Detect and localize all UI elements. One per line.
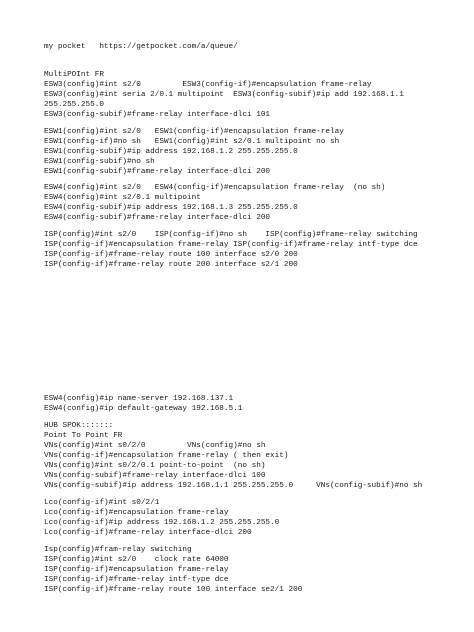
config-line: ESW4(config)#ip name-server 192.168.137.1: [44, 395, 234, 403]
config-line: Lco(config-if)#ip address 192.168.1.2 255.255.255.0: [44, 519, 280, 527]
config-line: VNs(config)#int s0/2/0 VNs(config)#no sh: [44, 442, 266, 450]
config-line: ESW4(config)#int s2/0 ESW4(config-if)#encapsulation frame-relay (no sh): [44, 184, 386, 192]
config-line: ESW1(config-subif)#frame-relay interface-dlci 200: [44, 168, 271, 176]
config-line: ISP(config-if)#frame-relay route 100 interface se2/1 200: [44, 586, 303, 594]
config-line: ISP(config)#int s2/0 clock rate 64000: [44, 556, 229, 564]
config-line: ESW4(config)#ip default-gateway 192.168.5.1: [44, 405, 243, 413]
config-line: ISP(config-if)#frame-relay route 200 interface s2/1 200: [44, 261, 298, 269]
config-line: Lco(config-if)#encapsulation frame-relay: [44, 509, 229, 517]
section-heading-point-to-point: Point To Point FR: [44, 432, 123, 440]
config-line: ISP(config-if)#encapsulation frame-relay ISP(config-if)#frame-relay intf-type dce: [44, 241, 418, 249]
config-line: ESW1(config-if)#no sh ESW1(config)#int s2/0.1 multipoint no sh: [44, 138, 340, 146]
config-line: ESW3(config)#int s2/0 ESW3(config-if)#encapsulation frame-relay: [44, 81, 372, 89]
config-line: Lco(config-if)#int s0/2/1: [44, 499, 160, 507]
config-line: 255.255.255.0: [44, 101, 104, 109]
bookmark-line: my pocket https://getpocket.com/a/queue/: [44, 43, 238, 51]
config-line: ESW1(config)#int s2/0 ESW1(config-if)#encapsulation frame-relay: [44, 128, 344, 136]
config-line: VNs(config-subif)#frame-relay interface-dlci 100: [44, 472, 266, 480]
config-line: ESW3(config)#int seria 2/0.1 multipoint ESW3(config-subif)#ip add 192.168.1.1: [44, 91, 404, 99]
config-line: VNs(config-if)#encapsulation frame-relay ( then exit): [44, 452, 289, 460]
config-line: ISP(config-if)#frame-relay route 100 interface s2/0 200: [44, 251, 298, 259]
config-line: ESW4(config-subif)#ip address 192.168.1.3 255.255.255.0: [44, 204, 298, 212]
config-line: ISP(config-if)#frame-relay intf-type dce: [44, 576, 229, 584]
config-line: ISP(config-if)#encapsulation frame-relay: [44, 566, 229, 574]
config-line: Isp(config)#fram-relay switching: [44, 546, 192, 554]
config-line: ESW3(config-subif)#frame-relay interface-dlci 101: [44, 111, 271, 119]
config-line: ESW1(config-subif)#ip address 192.168.1.2 255.255.255.0: [44, 148, 298, 156]
section-heading-hub-spoke: HUB SPOK:::::::: [44, 422, 114, 430]
config-line: ESW4(config)#int s2/0.1 multipoint: [44, 194, 201, 202]
config-line: VNs(config-subif)#ip address 192.168.1.1 255.255.255.0 VNs(config-subif)#no sh: [44, 482, 423, 490]
config-line: Lco(config-if)#frame-relay interface-dlci 200: [44, 529, 252, 537]
section-heading-multipoint-fr: MultiPOInt FR: [44, 71, 104, 79]
config-line: VNs(config)#int s0/2/0.1 point-to-point (no sh): [44, 462, 266, 470]
config-line: ESW1(config-subif)#no sh: [44, 158, 155, 166]
config-line: ESW4(config-subif)#frame-relay interface-dlci 200: [44, 214, 271, 222]
config-line: ISP(config)#int s2/0 ISP(config-if)#no sh ISP(config)#frame-relay switching: [44, 231, 418, 239]
